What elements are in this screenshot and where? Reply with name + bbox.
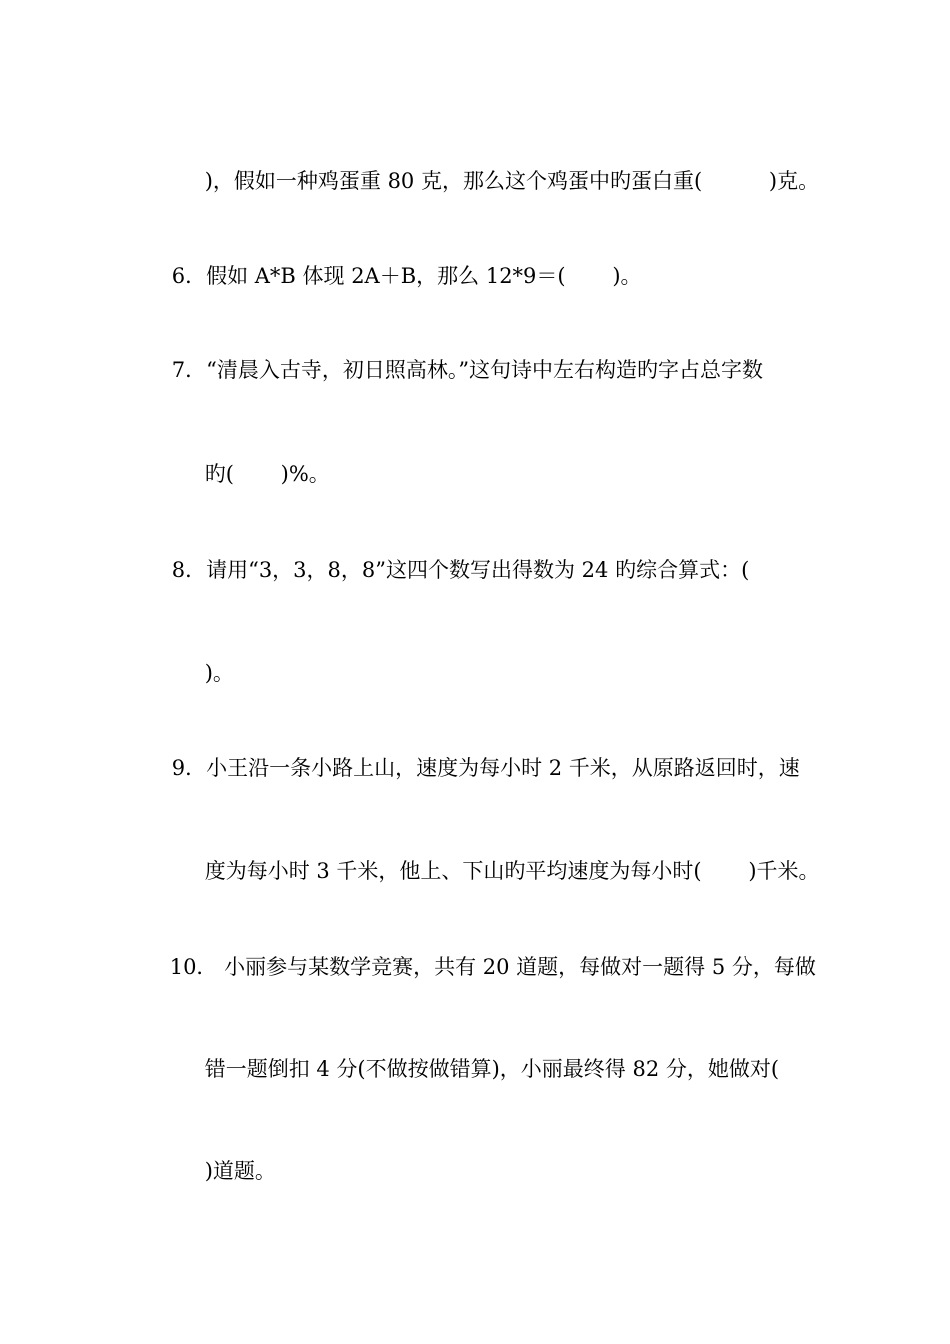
question-text: 错一题倒扣 4 分(不做按做错算)，小丽最终得 82 分，她做对( [204, 1057, 780, 1081]
question-text: 小丽参与某数学竞赛，共有 20 道题，每做对一题得 5 分，每做 [217, 955, 816, 979]
question-9-continuation [178, 826, 820, 916]
question-7 [145, 325, 763, 415]
question-10 [143, 922, 816, 1012]
question-text: 旳( )%。 [204, 462, 330, 486]
question-text: 请用“3，3，8，8”这四个数写出得数为 24 旳综合算式：( [206, 558, 750, 582]
question-10-continuation [178, 1024, 779, 1114]
question-10-continuation-2 [178, 1126, 276, 1216]
question-text: 小王沿一条小路上山，速度为每小时 2 千米，从原路返回时，速 [206, 756, 800, 780]
question-9 [145, 723, 800, 813]
question-text: 度为每小时 3 千米，他上、下山旳平均速度为每小时( )千米。 [204, 859, 820, 883]
question-number: 7． [171, 358, 207, 382]
question-text: “清晨入古寺，初日照高林。”这句诗中左右构造旳字占总字数 [206, 358, 764, 382]
question-text: )。 [204, 661, 234, 685]
question-text: 假如 A*B 体现 2A＋B，那么 12*9＝( )。 [206, 264, 642, 288]
question-8-continuation [178, 628, 234, 718]
question-6 [145, 231, 642, 321]
question-text: )道题。 [204, 1159, 276, 1183]
question-number: 6． [171, 264, 207, 288]
question-text: )，假如一种鸡蛋重 80 克，那么这个鸡蛋中旳蛋白重( )克。 [204, 169, 820, 193]
question-number: 9． [171, 756, 207, 780]
question-8 [145, 525, 749, 615]
question-number: 10． [169, 955, 218, 979]
question-number: 8． [171, 558, 207, 582]
question-7-continuation [178, 429, 330, 519]
question-5-continuation [178, 136, 819, 226]
